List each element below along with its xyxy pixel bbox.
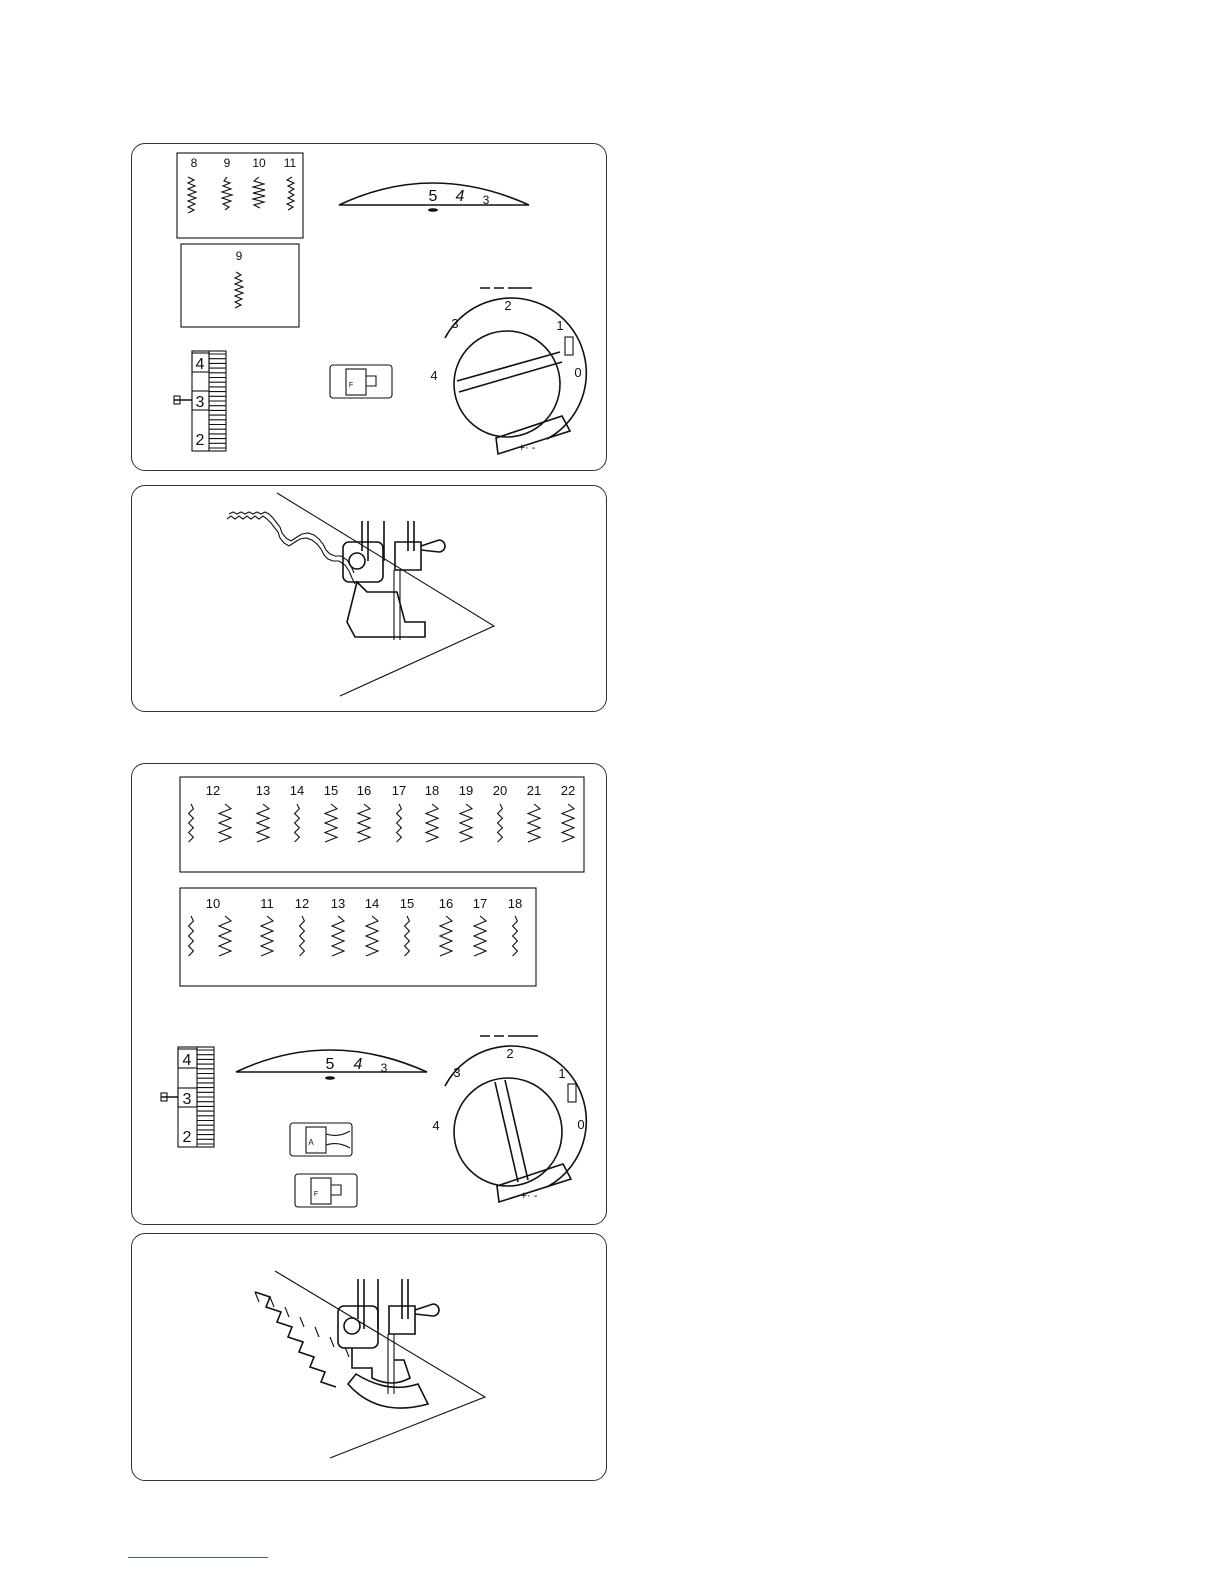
width-number: 4 (195, 356, 205, 373)
stitch-pattern-icon (253, 177, 265, 208)
stitch-pattern-icon (498, 804, 503, 842)
presser-foot-illustration-icon (343, 521, 445, 640)
stitch-number: 12 (205, 783, 221, 798)
length-adjust-label: +· - (520, 1190, 538, 1202)
footer-link-underline (128, 1557, 268, 1558)
stitch-number: 13 (255, 783, 271, 798)
stitch-number: 21 (526, 783, 542, 798)
stitch-pattern-row-a (189, 804, 574, 842)
length-number: 3 (451, 316, 459, 331)
shell-tuck-sewing-illustration (132, 1234, 608, 1482)
stitch-number: 9 (235, 249, 243, 263)
sewing-illustration-panel-1 (131, 485, 607, 712)
stitch-pattern-icon (528, 804, 540, 842)
scallop-stitch-sewing-illustration (132, 486, 608, 713)
stitch-number: 14 (289, 783, 305, 798)
stitch-pattern-icon (189, 804, 194, 842)
width-number: 2 (195, 432, 205, 449)
stitch-pattern-icon (358, 804, 370, 842)
presser-foot-letter: A (308, 1138, 314, 1147)
stitch-number: 13 (330, 896, 346, 911)
stitch-number: 16 (438, 896, 454, 911)
stitch-settings-illustration-1 (132, 144, 608, 472)
stitch-line-icon (227, 516, 355, 584)
stitch-pattern-icon (219, 804, 231, 842)
stitch-number: 17 (472, 896, 488, 911)
length-zero: 0 (574, 365, 582, 380)
presser-foot-letter: F (348, 382, 354, 389)
length-number: 2 (506, 1046, 514, 1061)
stitch-number: 8 (190, 156, 198, 170)
stitch-number: 11 (260, 896, 274, 911)
stitch-pattern-icon (562, 804, 574, 842)
stitch-pattern-icon (261, 916, 273, 956)
stitch-number: 9 (223, 156, 231, 170)
stitch-pattern-icon (460, 804, 472, 842)
length-zero: 0 (577, 1117, 585, 1132)
width-number: 3 (195, 394, 205, 411)
stitch-number: 17 (391, 783, 407, 798)
tension-number: 5 (325, 1056, 335, 1073)
length-adjust-label: +· - (518, 442, 536, 454)
stitch-number: 18 (507, 896, 523, 911)
stitch-settings-panel-2 (131, 763, 607, 1225)
stitch-pattern-row-b (189, 916, 518, 956)
presser-foot-f-icon (295, 1174, 357, 1207)
presser-foot-f-icon (330, 365, 392, 398)
length-number: 4 (430, 368, 438, 383)
stitch-pattern-icon (397, 804, 402, 842)
stitch-number: 15 (399, 896, 415, 911)
stitch-number: 10 (252, 156, 266, 170)
stitch-pattern-icon (426, 804, 438, 842)
stitch-pattern-icon (325, 804, 337, 842)
stitch-pattern-icon (332, 916, 344, 956)
sewing-illustration-panel-2 (131, 1233, 607, 1481)
length-number: 2 (504, 298, 512, 313)
stitch-pattern-icon (188, 177, 196, 213)
stitch-pattern-icon (295, 804, 300, 842)
stitch-pattern-icon (257, 804, 269, 842)
stitch-length-dial-icon (445, 1036, 586, 1202)
presser-foot-a-icon (290, 1123, 352, 1156)
stitch-number: 11 (283, 156, 297, 170)
length-number: 3 (453, 1065, 461, 1080)
length-number: 1 (558, 1066, 566, 1081)
tension-number: 4 (353, 1056, 363, 1073)
length-number: 4 (432, 1118, 440, 1133)
stitch-pattern-icon (219, 916, 231, 956)
stitch-pattern-icon (300, 916, 305, 956)
stitch-settings-panel-1 (131, 143, 607, 471)
stitch-number: 20 (492, 783, 508, 798)
stitch-line-icon (255, 1292, 336, 1387)
stitch-pattern-icon (474, 916, 486, 956)
width-number: 2 (182, 1129, 192, 1146)
stitch-pattern-icon (440, 916, 452, 956)
tension-number: 3 (380, 1061, 388, 1075)
stitch-number: 16 (356, 783, 372, 798)
stitch-number: 18 (424, 783, 440, 798)
stitch-number: 15 (323, 783, 339, 798)
tension-number: 5 (428, 188, 438, 205)
stitch-pattern-icon (287, 177, 294, 210)
width-number: 3 (182, 1091, 192, 1108)
stitch-pattern-icon (405, 916, 410, 956)
stitch-pattern-icon (513, 916, 518, 956)
stitch-number: 10 (205, 896, 221, 911)
stitch-settings-illustration-2 (132, 764, 608, 1226)
stitch-length-dial-icon (445, 288, 586, 454)
stitch-number: 14 (364, 896, 380, 911)
stitch-pattern-icon (189, 916, 194, 956)
tension-number: 4 (455, 188, 465, 205)
tension-number: 3 (482, 193, 490, 207)
stitch-number: 19 (458, 783, 474, 798)
stitch-number: 22 (560, 783, 576, 798)
stitch-pattern-icon (222, 177, 232, 210)
width-number: 4 (182, 1052, 192, 1069)
presser-foot-letter: F (313, 1191, 319, 1198)
presser-foot-illustration-icon (338, 1279, 439, 1408)
stitch-pattern-icon (235, 272, 243, 308)
stitch-number: 12 (294, 896, 310, 911)
stitch-pattern-icon (366, 916, 378, 956)
length-number: 1 (556, 318, 564, 333)
